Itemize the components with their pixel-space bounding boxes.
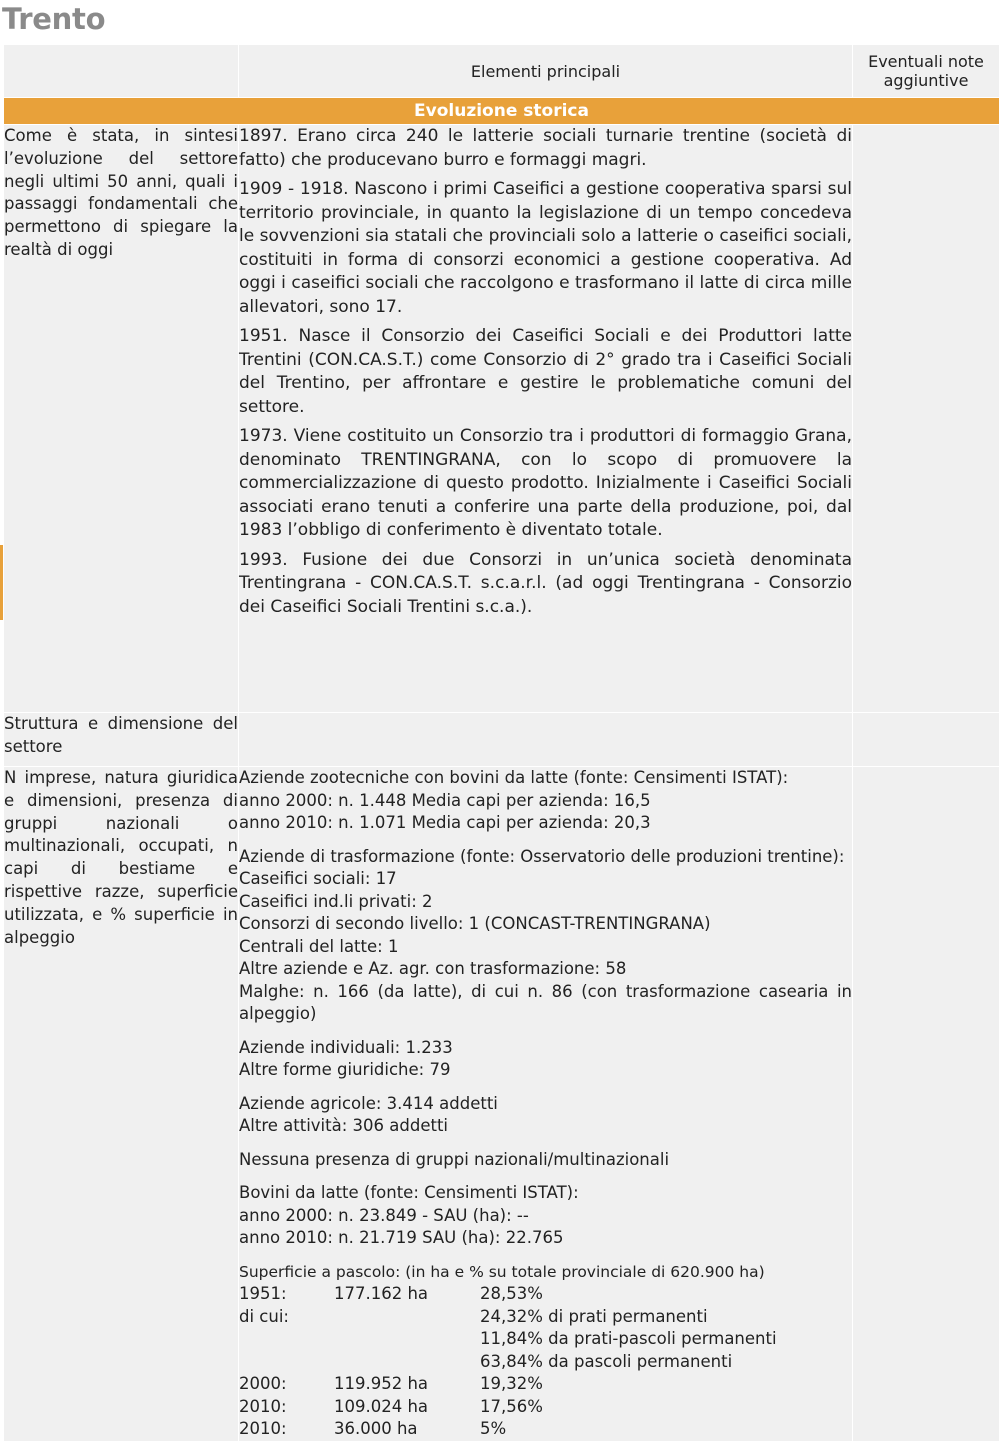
data-line: Malghe: n. 166 (da latte), di cui n. 86 (con trasformazione casearia in alpeggio)	[239, 981, 852, 1023]
pasture-share: 19,32%	[480, 1374, 543, 1393]
pasture-area: 177.162 ha	[334, 1284, 429, 1303]
data-line: Altre aziende e Az. agr. con trasformazione: 58	[239, 959, 627, 978]
pasture-year: 2010:	[239, 1419, 287, 1438]
header-col1	[4, 45, 239, 98]
evolution-paragraph: 1897. Erano circa 240 le latterie sociali turnarie trentine (società di fatto) che producevano burro e formaggi magri.	[239, 126, 852, 170]
evolution-paragraph: 1909 - 1918. Nascono i primi Caseifici a gestione cooperativa sparsi sul territorio provinciale, in quanto la legislazione di un tempo concedeva le sovvenzioni sia statali che provinciali solo a latterie o caseifici sociali, costituiti in forma di consorzi economici a gestione cooperativa. Ad oggi i caseifici sociali che raccolgono e trasformano il latte di circa mille allevatori, sono 17.	[239, 179, 852, 317]
question-enterprises: N imprese, natura giuridica e dimensioni, presenza di gruppi nazionali o multinazionali, occupati, n capi di bestiame e rispettive razze, superficie utilizzata, e % superficie in alpeggio	[4, 767, 239, 1442]
pasture-year: 1951:	[239, 1284, 287, 1303]
data-line: Aziende zootecniche con bovini da latte (fonte: Censimenti ISTAT):	[239, 768, 789, 787]
pasture-share: 24,32% di prati permanenti	[480, 1306, 708, 1326]
data-block	[239, 846, 852, 1026]
header-col3-line1: Eventuali note	[868, 52, 984, 71]
header-col3	[853, 45, 1000, 98]
note-evolution	[853, 125, 1000, 713]
pasture-area	[334, 1306, 480, 1329]
data-line: Consorzi di secondo livello: 1 (CONCAST-TRENTINGRANA)	[239, 914, 711, 933]
data-block	[239, 1149, 852, 1172]
pasture-year: 2000:	[239, 1374, 287, 1393]
content-table	[3, 44, 1000, 1442]
data-line: Altre attività: 306 addetti	[239, 1116, 448, 1135]
row-enterprises	[4, 767, 1000, 1442]
pasture-area: 36.000 ha	[334, 1419, 418, 1438]
data-line: Aziende agricole: 3.414 addetti	[239, 1093, 498, 1113]
data-block	[239, 1037, 852, 1082]
pasture-area: 109.024 ha	[334, 1396, 429, 1416]
question-evolution: Come è stata, in sintesi l’evoluzione del settore negli ultimi 50 anni, quali i passaggi fondamentali che permettono di spiegare la realtà di oggi	[4, 125, 239, 713]
data-line: Centrali del latte: 1	[239, 936, 399, 956]
data-line: anno 2000: n. 23.849 - SAU (ha): --	[239, 1205, 529, 1225]
data-line: Bovini da latte (fonte: Censimenti ISTAT):	[239, 1183, 579, 1202]
answer-structure	[239, 713, 853, 767]
pasture-area	[334, 1328, 480, 1351]
evolution-paragraph: 1951. Nasce il Consorzio dei Caseifici Sociali e dei Produttori latte Trentini (CON.CA.S.T.) come Consorzio di 2° grado tra i Caseifici Sociali del Trentino, per affrontare e gestire le problematiche comuni del settore.	[239, 326, 852, 417]
data-line: Caseifici ind.li privati: 2	[239, 891, 433, 911]
note-structure	[853, 713, 1000, 767]
pasture-area: 119.952 ha	[334, 1374, 429, 1393]
header-col3-line2: aggiuntive	[883, 71, 969, 90]
data-line: Altre forme giuridiche: 79	[239, 1060, 451, 1079]
answer-enterprises	[239, 767, 853, 1442]
pasture-share: 63,84% da pascoli permanenti	[480, 1351, 733, 1371]
row-evolution	[4, 125, 1000, 713]
data-line: Nessuna presenza di gruppi nazionali/multinazionali	[239, 1149, 670, 1169]
pasture-block	[239, 1261, 852, 1441]
pasture-area	[334, 1351, 480, 1374]
section-row	[4, 98, 1000, 125]
header-col2: Elementi principali	[239, 45, 853, 98]
note-enterprises	[853, 767, 1000, 1442]
data-line: anno 2010: n. 1.071 Media capi per azienda: 20,3	[239, 813, 651, 832]
page-title: Trento	[2, 2, 106, 36]
pasture-year: di cui:	[239, 1306, 289, 1326]
row-structure	[4, 713, 1000, 767]
data-block	[239, 1182, 852, 1250]
pasture-title: Superficie a pascolo: (in ha e % su totale provinciale di 620.900 ha)	[239, 1262, 765, 1281]
pasture-share: 17,56%	[480, 1396, 543, 1416]
evolution-paragraph: 1973. Viene costituito un Consorzio tra i produttori di formaggio Grana, denominato TRENTINGRANA, con lo scopo di promuovere la commercializzazione di questo prodotto. Inizialmente i Caseifici Sociali associati erano tenuti a conferire una parte della produzione, poi, dal 1983 l’obbligo di conferimento è diventato totale.	[239, 426, 852, 540]
pasture-share: 28,53%	[480, 1284, 543, 1303]
pasture-year: 2010:	[239, 1396, 287, 1416]
pasture-year	[239, 1351, 334, 1374]
pasture-share: 11,84% da prati-pascoli permanenti	[480, 1329, 777, 1348]
data-line: Aziende di trasformazione (fonte: Osservatorio delle produzioni trentine):	[239, 846, 845, 866]
section-title: Evoluzione storica	[4, 98, 1000, 125]
header-row	[4, 45, 1000, 98]
pasture-share: 5%	[480, 1419, 507, 1438]
pasture-table	[239, 1283, 852, 1441]
data-line: anno 2000: n. 1.448 Media capi per azienda: 16,5	[239, 790, 651, 810]
pasture-year	[239, 1328, 334, 1351]
data-line: anno 2010: n. 21.719 SAU (ha): 22.765	[239, 1228, 564, 1247]
answer-evolution	[239, 125, 853, 713]
question-structure: Struttura e dimensione del settore	[4, 713, 239, 767]
evolution-paragraph: 1993. Fusione dei due Consorzi in un’unica società denominata Trentingrana - CON.CA.S.T. s.c.a.r.l. (ad oggi Trentingrana - Consorzio dei Caseifici Sociali Trentini s.c.a.).	[239, 549, 852, 617]
data-line: Caseifici sociali: 17	[239, 869, 397, 888]
data-block	[239, 767, 852, 835]
data-line: Aziende individuali: 1.233	[239, 1037, 453, 1057]
data-block	[239, 1093, 852, 1138]
